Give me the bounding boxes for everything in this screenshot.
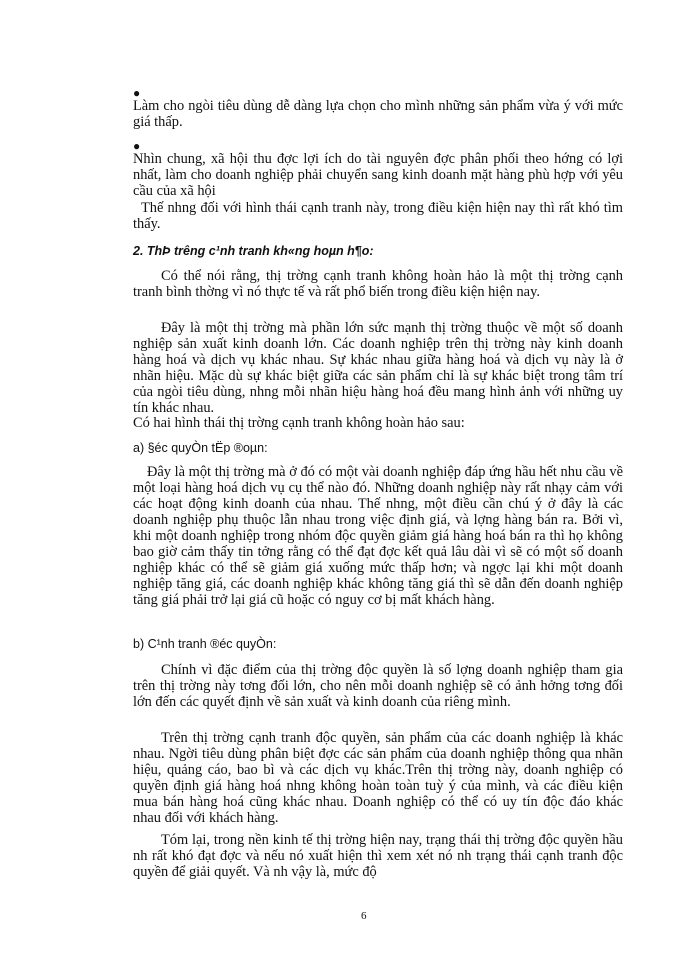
paragraph-text: Trên thị trờng cạnh tranh độc quyền, sản phẩm của các doanh nghiệp là khác nhau. Ngời tiêu dùng phân biệt đợc các sản phẩm của doanh nghiệp thông qua nhãn hiệu, quảng cáo, bao bì và các dịch vụ khác.Trên thị trờng này, doanh nghiệp có quyền định giá hàng hoá nhng không hoàn toàn tuỳ ý của mình, và các điều kiện mua bán hàng hoá cũng khác nhau. Doanh nghiệp có thể có uy tín độc đáo khác nhau đối với khách hàng. xyxy=(133,730,623,826)
paragraph xyxy=(133,268,623,300)
paragraph-text: Thế nhng đối với hình thái cạnh tranh này, trong điều kiện hiện nay thì rất khó tìm thấy. xyxy=(133,200,623,232)
bullet-item-2 xyxy=(133,151,623,199)
paragraph-text: Đây là một thị trờng mà phần lớn sức mạnh thị trờng thuộc về một số doanh nghiệp sản xuất kinh doanh lớn. Các doanh nghiệp trên thị trờng này kinh doanh hàng hoá và dịch vụ khác nhau. Sự khác nhau giữa hàng hoá và dịch vụ này là ở nhãn hiệu. Mặc dù sự khác biệt giữa các sản phẩm chỉ là sự khác biệt trong tâm trí của ngòi tiêu dùng, nhng mỗi nhãn hiệu hàng hoá đều mang hình ảnh với những uy tín khác nhau. xyxy=(133,320,623,416)
bullet-icon: ● xyxy=(133,139,141,153)
paragraph-text: Chính vì đặc điểm của thị trờng độc quyền là số lợng doanh nghiệp tham gia trên thị trờng này tơng đối lớn, cho nên mỗi doanh nghiệp sẽ có ảnh hởng tơng đối lớn đến các quyết định về sản xuất và kinh doanh của riêng mình. xyxy=(133,662,623,710)
paragraph xyxy=(133,320,623,416)
paragraph-text: Tóm lại, trong nền kinh tế thị trờng hiện nay, trạng thái thị trờng độc quyền hầu nh rất khó đạt đợc và nếu nó xuất hiện thì xem xét nó nh trạng thái cạnh tranh độc quyền để giải quyết. Và nh vậy là, mức độ xyxy=(133,832,623,880)
subheading xyxy=(133,440,623,456)
subheading xyxy=(133,636,623,652)
paragraph-text: Có thể nói rằng, thị trờng cạnh tranh không hoàn hảo là một thị trờng cạnh tranh bình thờng vì nó thực tế và rất phổ biến trong điều kiện hiện nay. xyxy=(133,268,623,300)
bullet-item-1 xyxy=(133,98,623,130)
paragraph-text: Có hai hình thái thị trờng cạnh tranh không hoàn hảo sau: xyxy=(133,415,465,431)
paragraph xyxy=(133,464,623,608)
paragraph xyxy=(133,200,623,232)
paragraph xyxy=(133,730,623,826)
bullet-icon: ● xyxy=(133,86,141,100)
paragraph-text: Đây là một thị trờng mà ở đó có một vài doanh nghiệp đáp ứng hầu hết nhu cầu về một loại hàng hoá dịch vụ cụ thể nào đó. Những doanh nghiệp này rất nhạy cảm với các hoạt động kinh doanh của nhau. Thế nhng, một điều cần chú ý ở đây là các doanh nghiệp phụ thuộc lẫn nhau trong việc định giá, và lợng hàng bán ra. Bởi vì, khi một doanh nghiệp trong nhóm độc quyền giảm giá hàng hoá bán ra thì họ không bao giờ cảm thấy tin tởng rằng có thể đạt đợc kết quả lâu dài vì sẽ có một số doanh nghiệp khác có thể sẽ giảm giá xuống mức thấp hơn; và ngợc lại khi một doanh nghiệp tăng giá, các doanh nghiệp khác không tăng giá thì sẽ dẫn đến doanh nghiệp tăng giá phải trở lại giá cũ hoặc có nguy cơ bị mất khách hàng. xyxy=(133,464,623,608)
bullet-text-2: Nhìn chung, xã hội thu đợc lợi ích do tài nguyên đợc phân phối theo hớng có lợi nhất, làm cho doanh nghiệp phải chuyển sang kinh doanh mặt hàng phù hợp với yêu cầu của xã hội xyxy=(133,151,623,199)
paragraph xyxy=(133,662,623,710)
section-heading xyxy=(133,243,623,259)
page-number: 6 xyxy=(361,910,367,922)
subheading-text: a) §éc quyÒn tËp ®oµn: xyxy=(133,441,268,455)
paragraph xyxy=(133,415,623,431)
section-heading-text: 2. ThÞ trêng c¹nh tranh kh«ng hoµn h¶o: xyxy=(133,244,374,258)
subheading-text: b) C¹nh tranh ®éc quyÒn: xyxy=(133,637,277,651)
paragraph xyxy=(133,832,623,880)
bullet-text-1: Làm cho ngòi tiêu dùng dễ dàng lựa chọn cho mình những sản phẩm vừa ý với mức giá thấp. xyxy=(133,98,623,130)
